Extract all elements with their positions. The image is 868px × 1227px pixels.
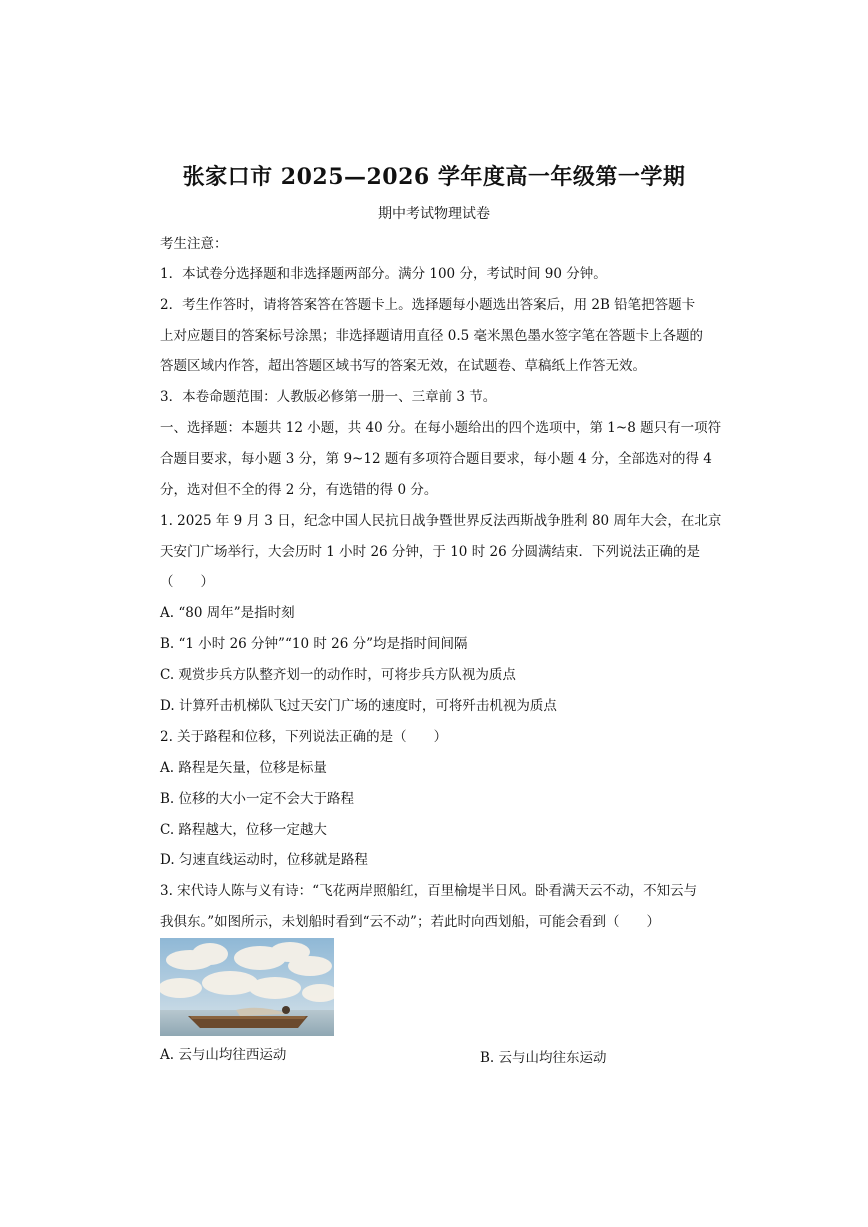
q1-option-b: B. “1 小时 26 分钟”“10 时 26 分”均是指时间间隔	[160, 636, 468, 652]
q3-option-b: B. 云与山均往东运动	[480, 1050, 607, 1066]
q1-stem-line: 天安门广场举行，大会历时 1 小时 26 分钟，于 10 时 26 分圆满结束．下列说法正确的是	[160, 544, 700, 560]
q1-option-c: C. 观赏步兵方队整齐划一的动作时，可将步兵方队视为质点	[160, 667, 516, 683]
section-heading-line: 一、选择题：本题共 12 小题，共 40 分。在每小题给出的四个选项中，第 1~8 题只有一项符	[160, 420, 722, 436]
q1-stem-line: （ ）	[160, 574, 214, 590]
section-heading-line: 合题目要求，每小题 3 分，第 9~12 题有多项符合题目要求，每小题 4 分，全部选对的得 4	[160, 451, 712, 467]
q2-option-d: D. 匀速直线运动时，位移就是路程	[160, 852, 368, 868]
q1-stem-line: 1. 2025 年 9 月 3 日，纪念中国人民抗日战争暨世界反法西斯战争胜利 80 周年大会，在北京	[160, 513, 722, 529]
notice-line: 2．考生作答时，请将答案答在答题卡上。选择题每小题选出答案后，用 2B 铅笔把答题卡	[160, 297, 696, 313]
q3-stem-line: 3. 宋代诗人陈与义有诗：“飞花两岸照船红，百里榆堤半日风。卧看满天云不动，不知云与	[160, 883, 698, 899]
notice-heading: 考生注意：	[160, 236, 228, 252]
q1-option-d: D. 计算歼击机梯队飞过天安门广场的速度时，可将歼击机视为质点	[160, 698, 557, 714]
notice-line: 3．本卷命题范围：人教版必修第一册一、三章前 3 节。	[160, 389, 497, 405]
exam-title: 张家口市 2025—2026 学年度高一年级第一学期	[182, 164, 686, 190]
boat-clouds-illustration	[160, 938, 334, 1036]
section-heading-line: 分，选对但不全的得 2 分，有选错的得 0 分。	[160, 482, 438, 498]
q3-option-a: A. 云与山均往西运动	[160, 1047, 287, 1063]
notice-line: 上对应题目的答案标号涂黑；非选择题请用直径 0.5 毫米黑色墨水签字笔在答题卡上各题的	[160, 328, 704, 344]
exam-subtitle: 期中考试物理试卷	[378, 206, 490, 222]
q2-stem: 2. 关于路程和位移，下列说法正确的是（ ）	[160, 729, 448, 745]
notice-line: 1．本试卷分选择题和非选择题两部分。满分 100 分，考试时间 90 分钟。	[160, 266, 607, 282]
q2-option-c: C. 路程越大，位移一定越大	[160, 822, 327, 838]
q2-option-a: A. 路程是矢量，位移是标量	[160, 760, 327, 776]
notice-line: 答题区域内作答，超出答题区域书写的答案无效，在试题卷、草稿纸上作答无效。	[160, 358, 646, 374]
q1-option-a: A. “80 周年”是指时刻	[160, 605, 295, 621]
q2-option-b: B. 位移的大小一定不会大于路程	[160, 791, 355, 807]
q3-stem-line: 我俱东。”如图所示，未划船时看到“云不动”；若此时向西划船，可能会看到（ ）	[160, 914, 660, 930]
boat-clouds-image	[160, 938, 334, 1036]
